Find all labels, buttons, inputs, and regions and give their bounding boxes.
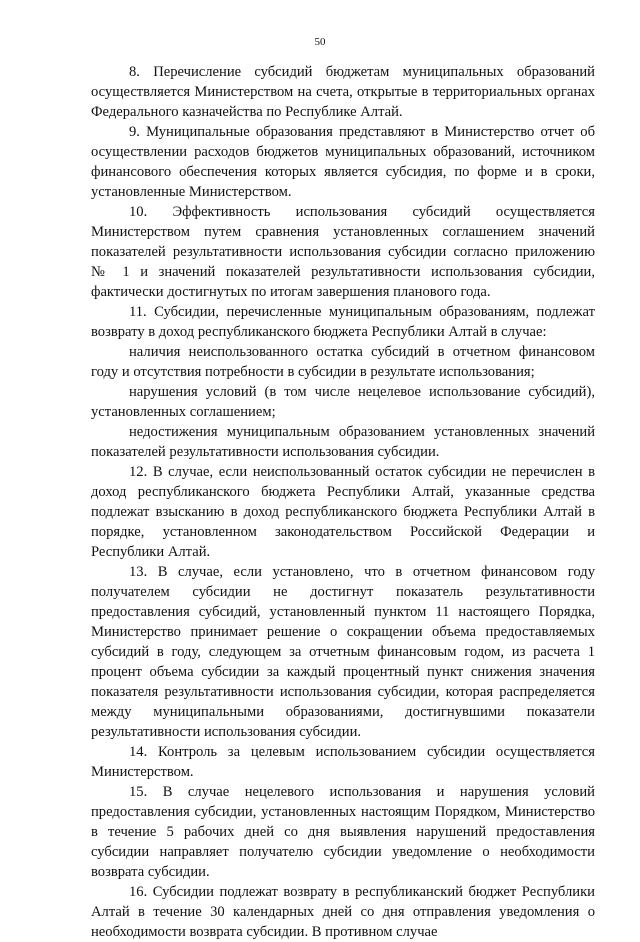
paragraph-12: 12. В случае, если неиспользованный остаток субсидии не перечислен в доход республиканского бюджета Республики Алтай, указанные средства подлежат взысканию в доход республиканского бюджета Республики Алтай в порядке, установленном законодательством Российской Федерации и Республики Алтай.	[91, 464, 595, 560]
page-number: 50	[314, 36, 326, 48]
paragraph-14: 14. Контроль за целевым использованием субсидии осуществляется Министерством.	[91, 744, 595, 780]
paragraph-10: 10. Эффективность использования субсидий осуществляется Министерством путем сравнения установленных соглашением значений показателей результативности использования субсидии согласно приложению № 1 и значений показателей результативности использования субсидии, фактически достигнутых по итогам завершения планового года.	[91, 204, 595, 300]
paragraph-11: 11. Субсидии, перечисленные муниципальным образованиям, подлежат возврату в доход республиканского бюджета Республики Алтай в случае:	[91, 304, 595, 340]
paragraph-9: 9. Муниципальные образования представляют в Министерство отчет об осуществлении расходов бюджетов муниципальных образований, источником финансового обеспечения которых является субсидия, по форме и в сроки, установленные Министерством.	[91, 124, 595, 200]
document-body	[91, 62, 595, 942]
paragraph-16: 16. Субсидии подлежат возврату в республиканский бюджет Республики Алтай в течение 30 календарных дней со дня отправления уведомления о необходимости возврата субсидии. В противном случае	[91, 884, 595, 940]
paragraph-11-item-3: недостижения муниципальным образованием установленных значений показателей результативности использования субсидии.	[91, 424, 595, 460]
paragraph-8: 8. Перечисление субсидий бюджетам муниципальных образований осуществляется Министерством на счета, открытые в территориальных органах Федерального казначейства по Республике Алтай.	[91, 64, 595, 120]
paragraph-11-item-1: наличия неиспользованного остатка субсидий в отчетном финансовом году и отсутствия потребности в субсидии в результате использования;	[91, 344, 595, 380]
paragraph-13: 13. В случае, если установлено, что в отчетном финансовом году получателем субсидии не достигнут показатель результативности предоставления субсидий, установленный пунктом 11 настоящего Порядка, Министерство принимает решение о сокращении объема предоставляемых субсидий в году, следующем за отчетным финансовым годом, из расчета 1 процент объема субсидии за каждый процентный пункт снижения значения показателя результативности использования субсидии, которая распределяется между муниципальными образованиями, достигнувшими показатели результативности использования субсидии.	[91, 564, 595, 740]
paragraph-15: 15. В случае нецелевого использования и нарушения условий предоставления субсидии, установленных настоящим Порядком, Министерство в течение 5 рабочих дней со дня выявления нарушений предоставления субсидии направляет получателю субсидии уведомление о необходимости возврата субсидии.	[91, 784, 595, 880]
paragraph-11-item-2: нарушения условий (в том числе нецелевое использование субсидий), установленных соглашением;	[91, 384, 595, 420]
